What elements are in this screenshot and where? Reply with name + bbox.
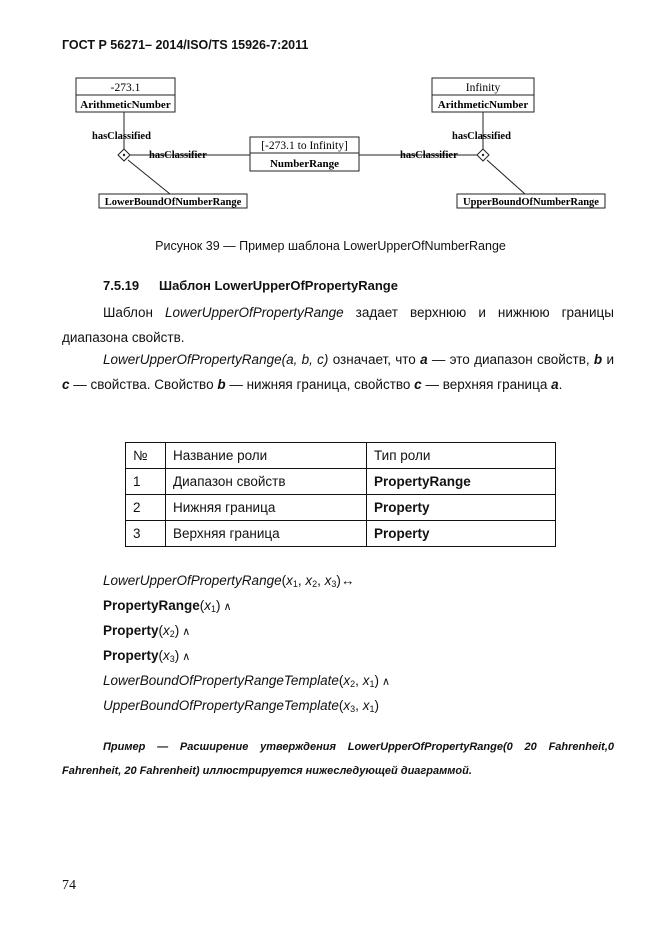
- left-has-classifier-label: hasClassifier: [149, 150, 207, 161]
- left-box-value: -273.1: [110, 82, 141, 94]
- paren: (: [158, 623, 164, 638]
- para2-t6: — верхняя граница: [421, 377, 552, 392]
- number-range-box: [250, 137, 359, 171]
- para1-text: задает верхнюю и нижнюю границы диапазона свойств.: [62, 305, 614, 345]
- var: x: [204, 598, 212, 613]
- formula-line: [103, 672, 390, 693]
- var: x: [362, 673, 370, 688]
- sep: ,: [355, 673, 363, 688]
- paren: (: [158, 648, 164, 663]
- left-arithmetic-number-box: [76, 78, 175, 112]
- table-cell: Property: [374, 526, 430, 541]
- subscript: 1: [369, 679, 375, 689]
- var: x: [163, 648, 170, 663]
- para2-a: a: [420, 352, 428, 367]
- upper-bound-box: [457, 194, 605, 208]
- section-title: Шаблон LowerUpperOfPropertyRange: [159, 278, 398, 293]
- table-row: [126, 469, 556, 495]
- left-has-classified-label: hasClassified: [92, 131, 151, 142]
- paragraph-definition: [62, 347, 614, 397]
- para2-t1: означает, что: [328, 352, 421, 367]
- subscript: 1: [211, 604, 217, 614]
- subscript: 1: [292, 579, 298, 589]
- var: x: [305, 573, 313, 588]
- section-number: 7.5.19: [103, 278, 140, 293]
- right-has-classified-label: hasClassified: [452, 131, 511, 142]
- paren: ): [174, 648, 180, 663]
- formula-line: [103, 647, 190, 668]
- paren: ): [336, 573, 341, 588]
- figure-39-diagram: [0, 70, 661, 220]
- upper-bound-label: UpperBoundOfNumberRange: [463, 197, 599, 208]
- paren: (: [199, 598, 205, 613]
- paren: ): [374, 698, 379, 713]
- para1-term: LowerUpperOfPropertyRange: [165, 305, 344, 320]
- formula-name: LowerBoundOfPropertyRangeTemplate: [103, 673, 339, 688]
- var: x: [343, 698, 351, 713]
- para2-t2: — это диапазон свойств,: [427, 352, 594, 367]
- header-cell: №: [126, 443, 166, 469]
- table-cell: Property: [374, 500, 430, 515]
- left-box-type: ArithmeticNumber: [80, 99, 171, 111]
- para2-t7: .: [558, 377, 563, 392]
- subscript: 2: [350, 679, 356, 689]
- para2-b: b: [593, 352, 603, 367]
- example-note: Пример — Расширение утверждения LowerUpperOfPropertyRange(0 20 Fahrenheit,0 Fahrenheit, 20 Fahrenheit) иллюстрируется нижеследующей диаграммой.: [62, 741, 614, 777]
- subscript: 3: [350, 704, 356, 714]
- table-header-row: [126, 443, 556, 469]
- right-has-classifier-label: hasClassifier: [400, 150, 458, 161]
- subscript: 2: [312, 579, 318, 589]
- formula-name: Property: [103, 648, 159, 663]
- section-heading: [103, 278, 398, 293]
- table-cell: 3: [126, 521, 166, 547]
- para2-b2: b: [217, 377, 226, 392]
- subscript: 1: [369, 704, 375, 714]
- table-cell: PropertyRange: [374, 474, 471, 489]
- table-cell: Нижняя граница: [166, 495, 367, 521]
- var: x: [286, 573, 293, 588]
- paren: ): [216, 598, 221, 613]
- para1-lead: Шаблон: [103, 305, 166, 320]
- table-cell: 2: [126, 495, 166, 521]
- operator: ∧: [182, 651, 191, 663]
- para2-c: c: [62, 377, 70, 392]
- formula-name: UpperBoundOfPropertyRangeTemplate: [103, 698, 339, 713]
- var: x: [163, 623, 170, 638]
- paren: ): [174, 623, 180, 638]
- paragraph-intro: [62, 300, 614, 350]
- roles-table: [125, 442, 556, 547]
- var: x: [362, 698, 370, 713]
- formula-line: [103, 622, 190, 643]
- operator: ∧: [182, 626, 191, 638]
- paren: (: [338, 673, 344, 688]
- right-box-type: ArithmeticNumber: [437, 99, 529, 111]
- subscript: 3: [331, 579, 337, 589]
- sep: ,: [317, 573, 325, 588]
- operator: ∧: [223, 601, 232, 613]
- formula-line: [103, 697, 379, 718]
- table-cell: 1: [126, 469, 166, 495]
- formula-name: Property: [103, 623, 159, 638]
- operator: ∧: [381, 676, 391, 688]
- para2-c2: c: [414, 377, 422, 392]
- para2-args: (a, b, c): [281, 352, 329, 367]
- lower-bound-box: [99, 194, 247, 208]
- sep: ,: [355, 698, 363, 713]
- table-cell: Диапазон свойств: [166, 469, 367, 495]
- page-number: 74: [62, 878, 76, 893]
- operator: ↔: [340, 573, 355, 588]
- document-header: ГОСТ Р 56271– 2014/ISO/TS 15926-7:2011: [62, 38, 309, 52]
- para2-t4: — свойства. Свойство: [69, 377, 218, 392]
- para2-t5: — нижняя граница, свойство: [225, 377, 415, 392]
- subscript: 2: [169, 629, 175, 639]
- var: x: [343, 673, 351, 688]
- sep: ,: [297, 573, 306, 588]
- figure-caption: Рисунок 39 — Пример шаблона LowerUpperOfNumberRange: [155, 239, 506, 253]
- lower-bound-label: LowerBoundOfNumberRange: [104, 197, 242, 208]
- paren: ): [374, 673, 379, 688]
- para2-t3: и: [602, 352, 614, 367]
- paren: (: [338, 698, 344, 713]
- formula-name: LowerUpperOfPropertyRange: [103, 573, 282, 588]
- table-row: [126, 495, 556, 521]
- right-arithmetic-number-box: [432, 78, 534, 112]
- table-cell: Верхняя граница: [166, 521, 367, 547]
- header-cell: Тип роли: [367, 443, 556, 469]
- para2-term: LowerUpperOfPropertyRange: [103, 352, 282, 367]
- header-cell: Название роли: [166, 443, 367, 469]
- number-range-value: [-273.1 to Infinity]: [261, 140, 348, 152]
- number-range-type: NumberRange: [269, 158, 340, 170]
- para2-a2: a: [551, 377, 559, 392]
- formula-line: [103, 572, 354, 593]
- paren: (: [281, 573, 287, 588]
- subscript: 3: [169, 654, 175, 664]
- formula-line: [103, 597, 232, 618]
- var: x: [324, 573, 332, 588]
- table-row: [126, 521, 556, 547]
- right-box-value: Infinity: [465, 82, 501, 94]
- formula-name: PropertyRange: [103, 598, 200, 613]
